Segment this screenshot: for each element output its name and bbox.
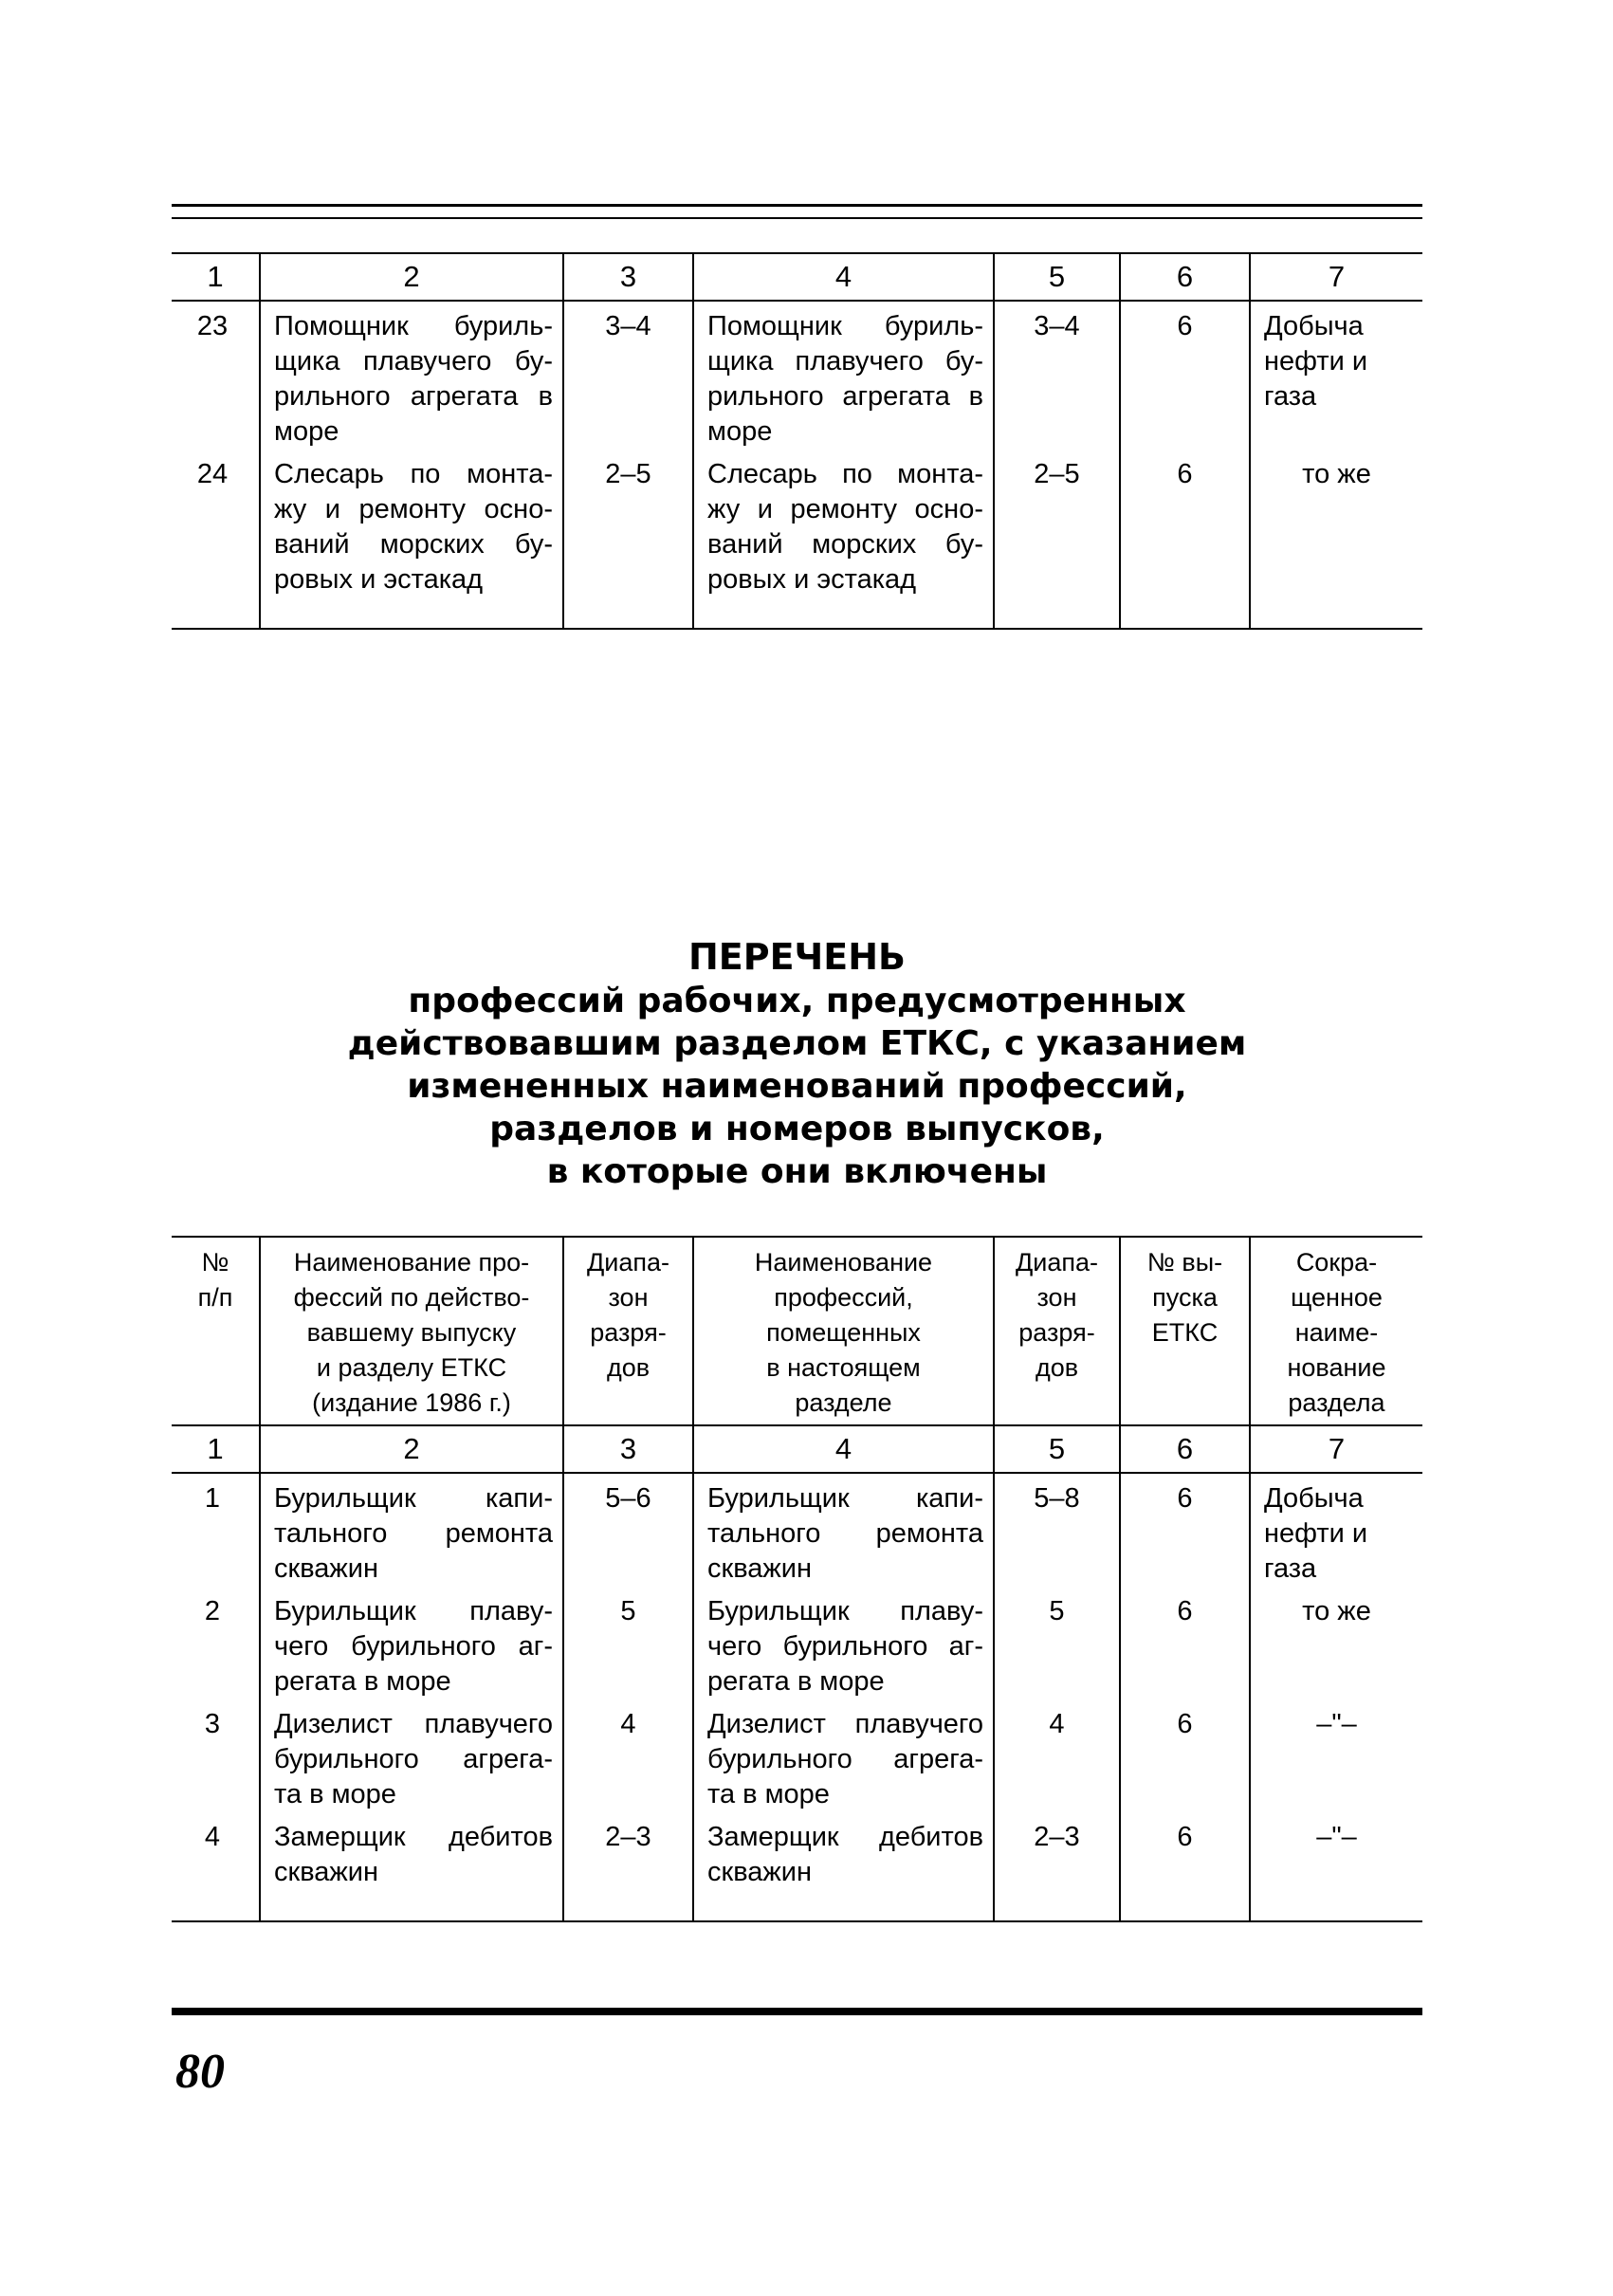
text-line: скважин (274, 1553, 379, 1584)
text-line: скважин (707, 1553, 813, 1584)
text-line: скважин (274, 1857, 379, 1887)
old-grade-range: 3–4 (563, 301, 693, 450)
new-grade-range: 5–8 (994, 1473, 1120, 1587)
issue-number: 6 (1120, 1587, 1250, 1699)
col-number: 7 (1250, 253, 1422, 301)
section-name (1250, 1699, 1422, 1812)
text-line: рильного агрегата в (274, 381, 553, 412)
section-name (1250, 450, 1422, 597)
text-line: Добыча (1264, 311, 1364, 341)
table-bottom (172, 1890, 1422, 1921)
new-profession-name (693, 1699, 994, 1812)
row-number: 3 (204, 1709, 221, 1739)
list-heading (172, 934, 1422, 1193)
section-name (1250, 301, 1422, 450)
col-number: 3 (563, 1425, 693, 1473)
bottom-rule (172, 2008, 1422, 2015)
old-profession-name (260, 1587, 563, 1699)
text-line: Слесарь по монта- (274, 459, 553, 489)
column-number-row (172, 1425, 1422, 1473)
text-line: море (707, 416, 773, 447)
old-grade-range: 2–5 (563, 450, 693, 597)
col-number: 1 (172, 253, 260, 301)
text-line: Бурильщик капи- (707, 1483, 983, 1514)
col-number: 5 (994, 253, 1120, 301)
header-row (172, 1237, 1422, 1425)
professions-table (172, 1236, 1422, 1922)
text-line: Помощник буриль- (274, 311, 553, 341)
header-number: № п/п (172, 1237, 260, 1425)
old-grade-range: 5–6 (563, 1473, 693, 1587)
text-line: Дизелист плавучего (707, 1709, 983, 1739)
text-line: та в море (707, 1779, 830, 1809)
col-number: 4 (693, 253, 994, 301)
text-line: щика плавучего бу- (274, 346, 553, 377)
text-line: то же (1302, 459, 1371, 489)
col-number: 6 (1120, 253, 1250, 301)
table-row (172, 1587, 1422, 1699)
new-grade-range: 4 (994, 1699, 1120, 1812)
text-line: газа (1264, 381, 1317, 412)
heading-title: ПЕРЕЧЕНЬ (687, 936, 906, 978)
text-line: нефти и (1264, 1518, 1368, 1549)
issue-number: 6 (1120, 1812, 1250, 1890)
text-line: Замерщик дебитов (274, 1822, 553, 1852)
new-grade-range: 2–3 (994, 1812, 1120, 1890)
text-line: Помощник буриль- (707, 311, 983, 341)
text-line: скважин (707, 1857, 813, 1887)
col-number: 7 (1250, 1425, 1422, 1473)
text-line: ровых и эстакад (274, 564, 484, 595)
row-number: 23 (196, 311, 229, 341)
col-number: 2 (260, 253, 563, 301)
text-line: –"– (1316, 1709, 1357, 1739)
old-profession-name (260, 450, 563, 597)
text-line: тального ремонта (274, 1518, 553, 1549)
new-profession-name (693, 450, 994, 597)
new-profession-name (693, 1587, 994, 1699)
text-line: регата в море (707, 1666, 885, 1697)
page-number: 80 (175, 2045, 225, 2099)
text-line: бурильного агрега- (707, 1744, 983, 1774)
text-line: жу и ремонту осно- (274, 494, 553, 524)
top-rule-thick (172, 204, 1422, 207)
text-line: ваний морских бу- (707, 529, 983, 560)
header-old-range: Диапа- зон разря- дов (563, 1237, 693, 1425)
text-line: море (274, 416, 339, 447)
old-grade-range: 2–3 (563, 1812, 693, 1890)
col-number: 5 (994, 1425, 1120, 1473)
header-new-name: Наименование профессий, помещенных в настоящем разделе (693, 1237, 994, 1425)
heading-subtitle: профессий рабочих, предусмотренных действовавшим разделом ЕТКС, с указанием измененных наименований профессий, разделов и номеров выпусков, в которые они включены (347, 982, 1247, 1191)
text-line: Бурильщик плаву- (707, 1596, 983, 1626)
new-profession-name (693, 301, 994, 450)
issue-number: 6 (1120, 1473, 1250, 1587)
col-number: 6 (1120, 1425, 1250, 1473)
text-line: чего бурильного аг- (707, 1631, 983, 1662)
text-line: бурильного агрега- (274, 1744, 553, 1774)
header-old-name: Наименование про- фессий по действо- вавшему выпуску и разделу ЕТКС (издание 1986 г.) (260, 1237, 563, 1425)
text-line: газа (1264, 1553, 1317, 1584)
new-grade-range: 3–4 (994, 301, 1120, 450)
new-profession-name (693, 1473, 994, 1587)
table-row (172, 1812, 1422, 1890)
header-issue: № вы- пуска ЕТКС (1120, 1237, 1250, 1425)
issue-number: 6 (1120, 1699, 1250, 1812)
old-grade-range: 4 (563, 1699, 693, 1812)
text-line: нефти и (1264, 346, 1368, 377)
section-name (1250, 1473, 1422, 1587)
text-line: Добыча (1264, 1483, 1364, 1514)
text-line: рильного агрегата в (707, 381, 983, 412)
header-section: Сокра- щенное наиме- нование раздела (1250, 1237, 1422, 1425)
top-rule-thin (172, 217, 1422, 219)
table-row (172, 1699, 1422, 1812)
column-number-row (172, 253, 1422, 301)
row-number: 1 (204, 1483, 221, 1514)
text-line: регата в море (274, 1666, 451, 1697)
text-line: жу и ремонту осно- (707, 494, 983, 524)
old-profession-name (260, 301, 563, 450)
text-line: ваний морских бу- (274, 529, 553, 560)
table-row (172, 450, 1422, 597)
table-row (172, 1473, 1422, 1587)
text-line: ровых и эстакад (707, 564, 917, 595)
text-line: –"– (1316, 1822, 1357, 1852)
section-name (1250, 1587, 1422, 1699)
col-number: 4 (693, 1425, 994, 1473)
text-line: чего бурильного аг- (274, 1631, 553, 1662)
section-name (1250, 1812, 1422, 1890)
row-number: 4 (204, 1822, 221, 1852)
col-number: 2 (260, 1425, 563, 1473)
text-line: Дизелист плавучего (274, 1709, 553, 1739)
header-new-range: Диапа- зон разря- дов (994, 1237, 1120, 1425)
text-line: то же (1302, 1596, 1371, 1626)
text-line: та в море (274, 1779, 396, 1809)
old-profession-name (260, 1812, 563, 1890)
new-grade-range: 2–5 (994, 450, 1120, 597)
table-bottom (172, 597, 1422, 629)
new-grade-range: 5 (994, 1587, 1120, 1699)
old-profession-name (260, 1699, 563, 1812)
old-profession-name (260, 1473, 563, 1587)
text-line: Бурильщик капи- (274, 1483, 553, 1514)
text-line: тального ремонта (707, 1518, 983, 1549)
text-line: Слесарь по монта- (707, 459, 983, 489)
text-line: щика плавучего бу- (707, 346, 983, 377)
issue-number: 6 (1120, 450, 1250, 597)
row-number: 2 (204, 1596, 221, 1626)
old-grade-range: 5 (563, 1587, 693, 1699)
row-number: 24 (196, 459, 229, 489)
new-profession-name (693, 1812, 994, 1890)
col-number: 3 (563, 253, 693, 301)
col-number: 1 (172, 1425, 260, 1473)
text-line: Бурильщик плаву- (274, 1596, 553, 1626)
issue-number: 6 (1120, 301, 1250, 450)
text-line: Замерщик дебитов (707, 1822, 983, 1852)
table-row (172, 301, 1422, 450)
continuation-table (172, 252, 1422, 630)
